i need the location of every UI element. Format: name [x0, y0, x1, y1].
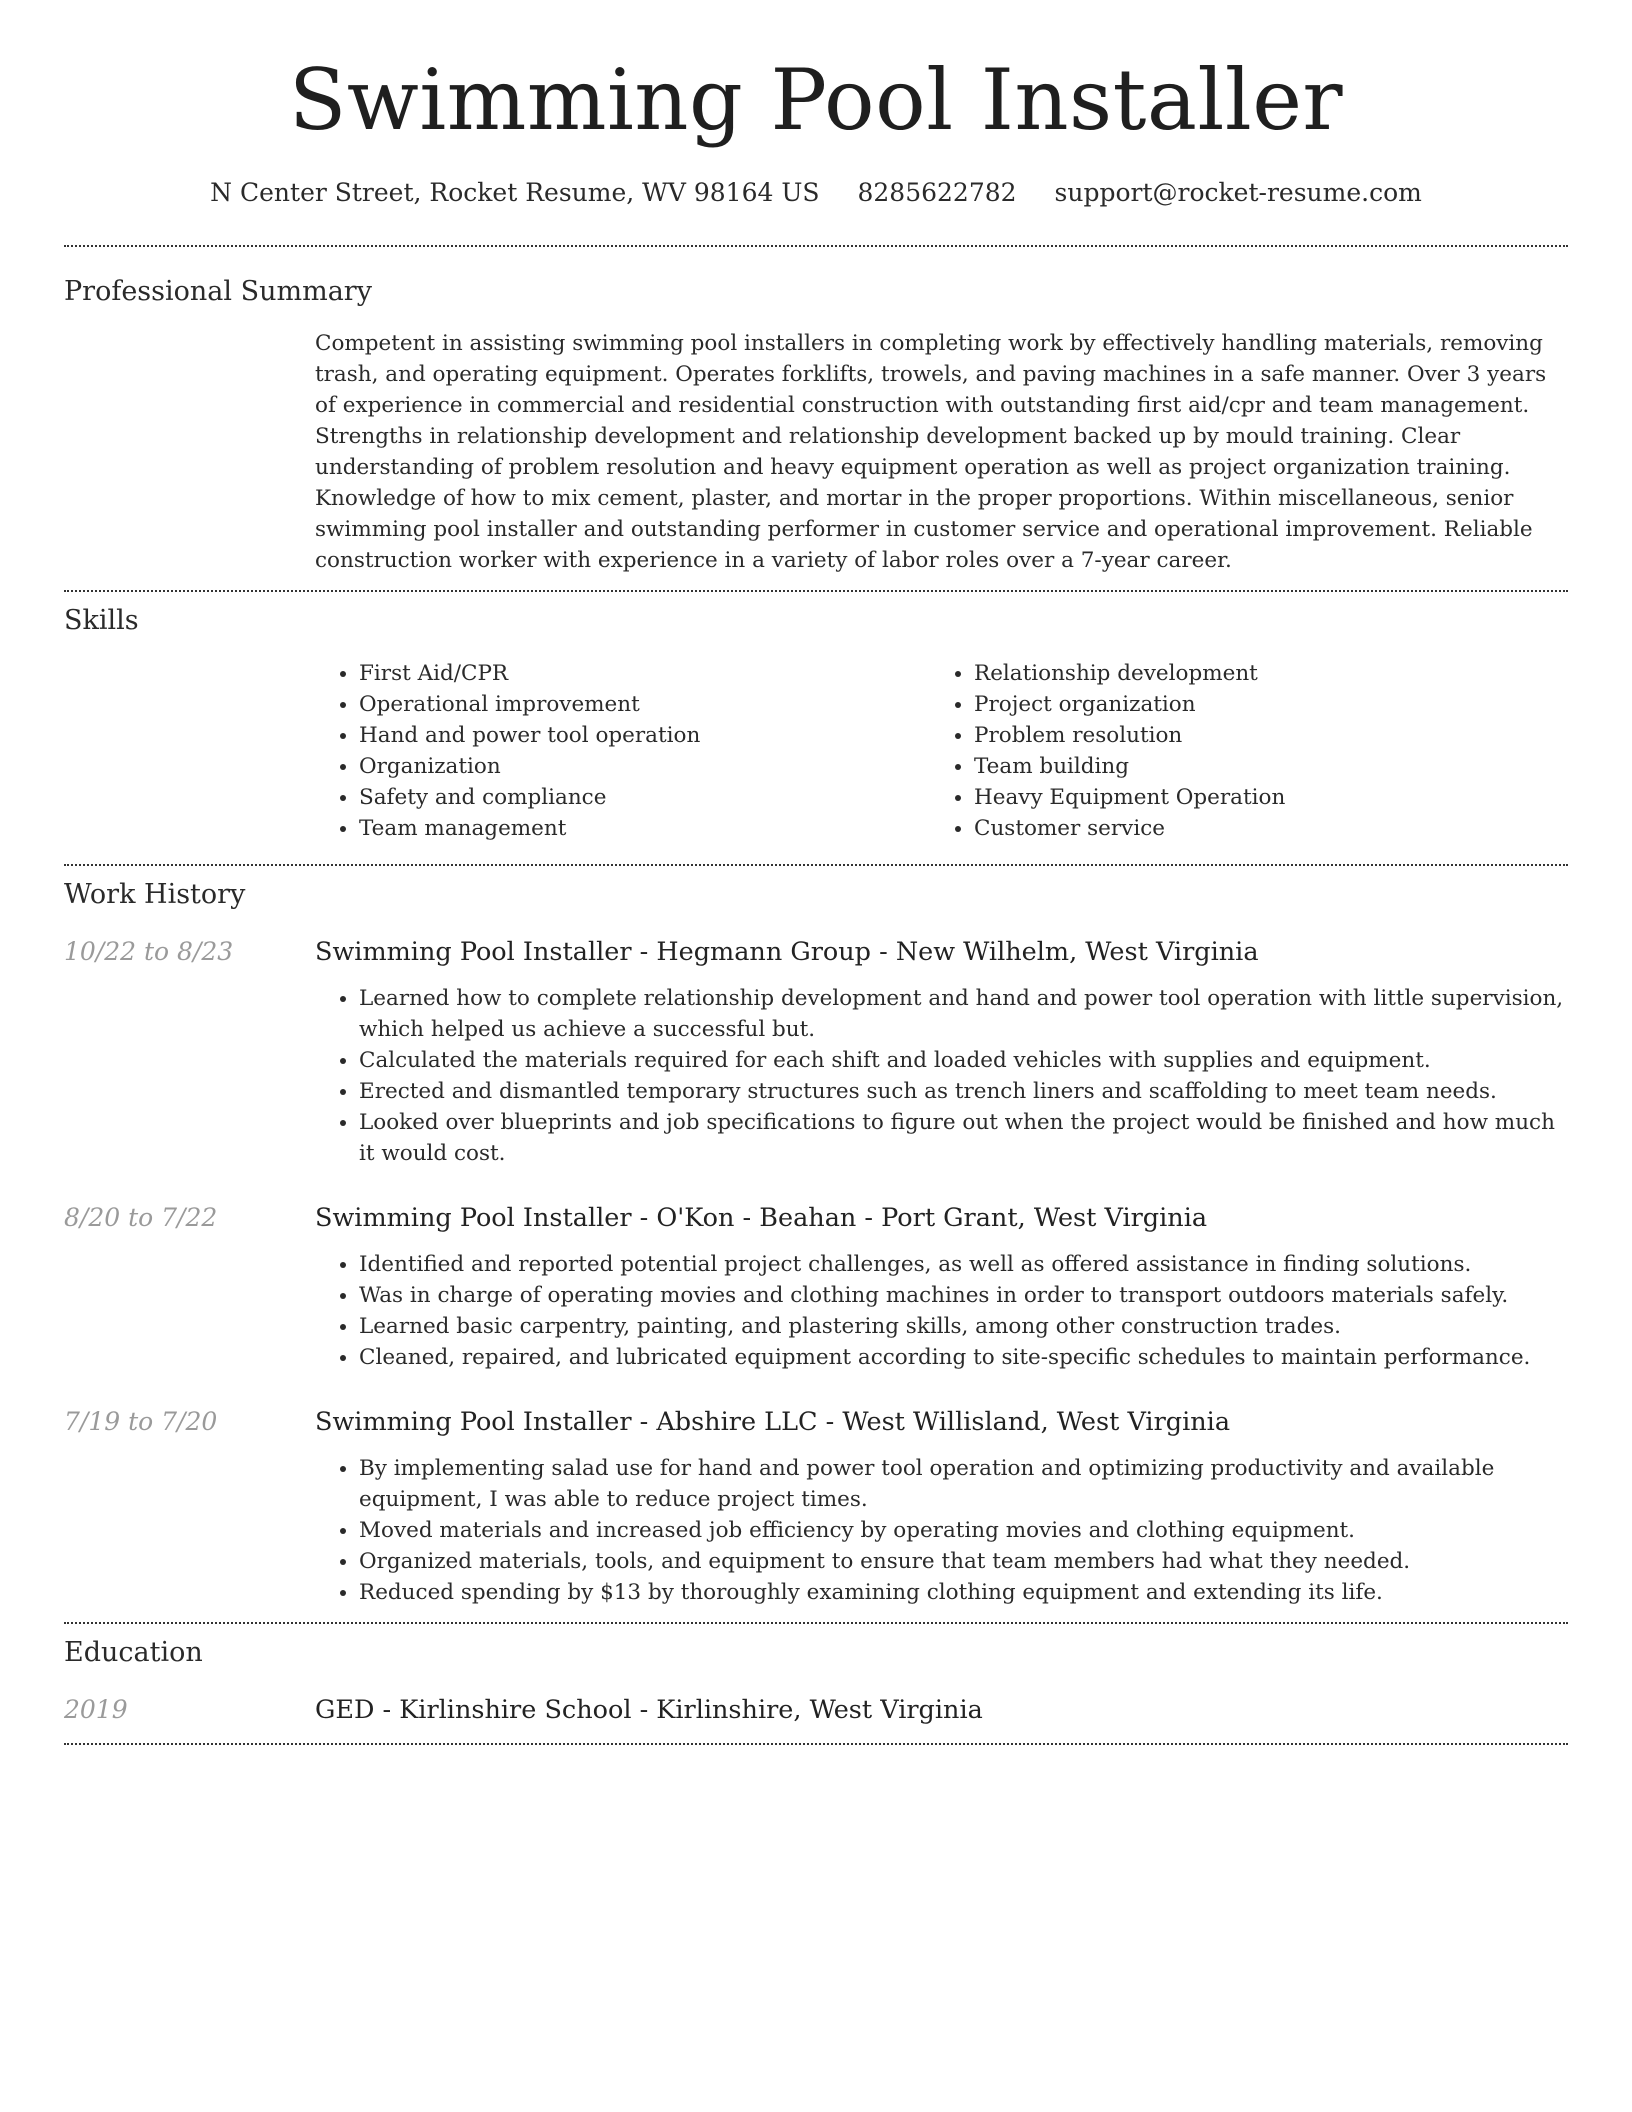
- phone-number: 8285622782: [857, 178, 1017, 207]
- job-bullet: • By implementing salad use for hand and power tool operation and optimizing productivity and available equipment, I was able to reduce project times.: [359, 1453, 1568, 1515]
- job-entry: [64, 1405, 1568, 1622]
- contact-line: [64, 176, 1568, 210]
- job-bullets: [315, 1249, 1568, 1373]
- skill-item: • Customer service: [974, 813, 1568, 844]
- section-title: Professional Summary: [64, 276, 372, 307]
- job-bullet: • Reduced spending by $13 by thoroughly examining clothing equipment and extending its life.: [359, 1577, 1568, 1608]
- job-bullet: • Learned basic carpentry, painting, and plastering skills, among other construction trades.: [359, 1311, 1568, 1342]
- divider: [64, 1743, 1568, 1745]
- skills-section: [64, 592, 1568, 864]
- skills-list-right: [930, 658, 1568, 844]
- summary-section: [64, 247, 1568, 590]
- job-entry: [64, 935, 1568, 1169]
- job-dates: 7/19 to 7/20: [64, 1407, 218, 1436]
- skill-item: • Relationship development: [974, 658, 1568, 689]
- education-entry: GED - Kirlinshire School - Kirlinshire, West Virginia: [315, 1695, 983, 1725]
- job-bullet: • Looked over blueprints and job specifications to figure out when the project would be finished and how much it would cost.: [359, 1107, 1568, 1169]
- job-title: Swimming Pool Installer - Abshire LLC - West Willisland, West Virginia: [315, 1407, 1231, 1437]
- section-title: Skills: [64, 605, 139, 636]
- address: N Center Street, Rocket Resume, WV 98164 US: [210, 178, 820, 207]
- job-bullet: • Was in charge of operating movies and clothing machines in order to transport outdoors materials safely.: [359, 1280, 1568, 1311]
- skill-item: • Operational improvement: [359, 689, 930, 720]
- section-title: Work History: [64, 879, 246, 910]
- job-bullets: [315, 1453, 1568, 1608]
- job-bullets: [315, 983, 1568, 1169]
- job-bullet: • Erected and dismantled temporary structures such as trench liners and scaffolding to meet team needs.: [359, 1076, 1568, 1107]
- work-history-section: [64, 866, 1568, 1622]
- education-section: [64, 1624, 1568, 1743]
- job-bullet: • Moved materials and increased job efficiency by operating movies and clothing equipment.: [359, 1515, 1568, 1546]
- section-title: Education: [64, 1637, 203, 1668]
- summary-text: Competent in assisting swimming pool installers in completing work by effectively handling materials, removing trash, and operating equipment. Operates forklifts, trowels, and paving machines in a safe manner. Over 3 years of experience in commercial and residential construction with outstanding first aid/cpr and team management. Strengths in relationship development and relationship development backed up by mould training. Clear understanding of problem resolution and heavy equipment operation as well as project organization training. Knowledge of how to mix cement, plaster, and mortar in the proper proportions. Within miscellaneous, senior swimming pool installer and outstanding performer in customer service and operational improvement. Reliable construction worker with experience in a variety of labor roles over a 7-year career.: [315, 331, 1547, 573]
- job-dates: 8/20 to 7/22: [64, 1203, 218, 1232]
- candidate-name: Swimming Pool Installer: [288, 51, 1344, 149]
- education-date: 2019: [64, 1695, 128, 1724]
- job-bullet: • Calculated the materials required for each shift and loaded vehicles with supplies and equipment.: [359, 1045, 1568, 1076]
- skill-item: • Hand and power tool operation: [359, 720, 930, 751]
- job-bullet: • Organized materials, tools, and equipment to ensure that team members had what they needed.: [359, 1546, 1568, 1577]
- job-title: Swimming Pool Installer - Hegmann Group - New Wilhelm, West Virginia: [315, 937, 1259, 967]
- job-entry: [64, 1201, 1568, 1373]
- skills-list-left: [315, 658, 930, 844]
- skill-item: • Project organization: [974, 689, 1568, 720]
- skill-item: • Heavy Equipment Operation: [974, 782, 1568, 813]
- job-bullet: • Learned how to complete relationship development and hand and power tool operation with little supervision, which helped us achieve a successful but.: [359, 983, 1568, 1045]
- skill-item: • First Aid/CPR: [359, 658, 930, 689]
- skill-item: • Safety and compliance: [359, 782, 930, 813]
- job-bullet: • Cleaned, repaired, and lubricated equipment according to site-specific schedules to maintain performance.: [359, 1342, 1568, 1373]
- skill-item: • Organization: [359, 751, 930, 782]
- job-dates: 10/22 to 8/23: [64, 937, 234, 966]
- job-bullet: • Identified and reported potential project challenges, as well as offered assistance in finding solutions.: [359, 1249, 1568, 1280]
- skill-item: • Team building: [974, 751, 1568, 782]
- job-title: Swimming Pool Installer - O'Kon - Beahan - Port Grant, West Virginia: [315, 1203, 1208, 1233]
- resume-header: [64, 0, 1568, 210]
- skill-item: • Problem resolution: [974, 720, 1568, 751]
- email-address: support@rocket-resume.com: [1054, 178, 1422, 207]
- skill-item: • Team management: [359, 813, 930, 844]
